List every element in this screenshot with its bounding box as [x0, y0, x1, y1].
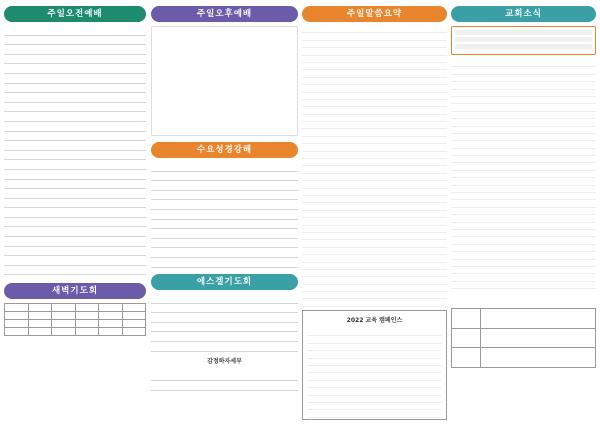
order-line [151, 181, 298, 191]
order-line [4, 93, 146, 103]
order-line [151, 220, 298, 230]
dawn-prayer-table [4, 303, 146, 336]
order-line [151, 372, 298, 382]
order-line [4, 36, 146, 46]
column-church-news [451, 6, 596, 368]
order-line [4, 151, 146, 161]
prayer-meeting-block [151, 294, 298, 390]
column-morning-service [4, 6, 146, 336]
order-line [4, 112, 146, 122]
order-line [4, 180, 146, 190]
order-line [151, 258, 298, 268]
morning-service-header: 주일오전예배 [4, 6, 146, 22]
order-line [151, 210, 298, 220]
order-line [4, 74, 146, 84]
order-line [151, 162, 298, 172]
afternoon-service-block [151, 26, 298, 136]
dawn-prayer-row [5, 304, 146, 312]
order-line [151, 294, 298, 304]
order-line [4, 256, 146, 266]
wednesday-study-block [151, 162, 298, 274]
order-line [4, 189, 146, 199]
order-line [4, 199, 146, 209]
wednesday-study-header: 수요성경강해 [151, 142, 298, 158]
order-line [4, 141, 146, 151]
order-line [4, 208, 146, 218]
order-line [4, 266, 146, 276]
order-line [151, 381, 298, 391]
sermon-summary-text [302, 26, 447, 310]
order-line [151, 191, 298, 201]
column-sermon-summary [302, 6, 447, 420]
order-line [4, 45, 146, 55]
order-line [151, 342, 298, 352]
order-line [4, 218, 146, 228]
order-line [151, 172, 298, 182]
dawn-prayer-row [5, 312, 146, 320]
sermon-summary-header: 주일말씀요약 [302, 6, 447, 22]
pledge-title: 2022 교육 캠페인스 [346, 317, 403, 324]
order-line [151, 313, 298, 323]
order-line [151, 323, 298, 333]
church-news-header: 교회소식 [451, 6, 596, 22]
schedule-row [452, 309, 596, 329]
dawn-prayer-row [5, 320, 146, 328]
morning-service-order-list [4, 26, 146, 275]
order-line [151, 332, 298, 342]
order-line [4, 247, 146, 257]
order-line [4, 26, 146, 36]
order-line [4, 122, 146, 132]
order-line [4, 55, 146, 65]
order-line [4, 160, 146, 170]
pledge-box [302, 310, 447, 420]
prayer-special-title: 감정하자세부 [207, 357, 242, 365]
order-line [4, 170, 146, 180]
order-line [151, 248, 298, 258]
news-callout [451, 26, 596, 55]
schedule-table [451, 308, 596, 368]
dawn-prayer-row [5, 328, 146, 336]
church-news-list [451, 26, 596, 304]
schedule-row [452, 348, 596, 368]
order-line [151, 304, 298, 314]
prayer-meeting-header: 에스겔기도회 [151, 274, 298, 290]
order-line [4, 84, 146, 94]
dawn-prayer-header: 새벽기도회 [4, 283, 146, 299]
order-line [4, 132, 146, 142]
column-afternoon-service [151, 6, 298, 390]
afternoon-service-header: 주일오후예배 [151, 6, 298, 22]
order-line [4, 227, 146, 237]
order-line [4, 64, 146, 74]
order-line [151, 229, 298, 239]
order-line [4, 103, 146, 113]
schedule-row [452, 328, 596, 348]
order-line [4, 237, 146, 247]
order-line [151, 239, 298, 249]
order-line [151, 200, 298, 210]
